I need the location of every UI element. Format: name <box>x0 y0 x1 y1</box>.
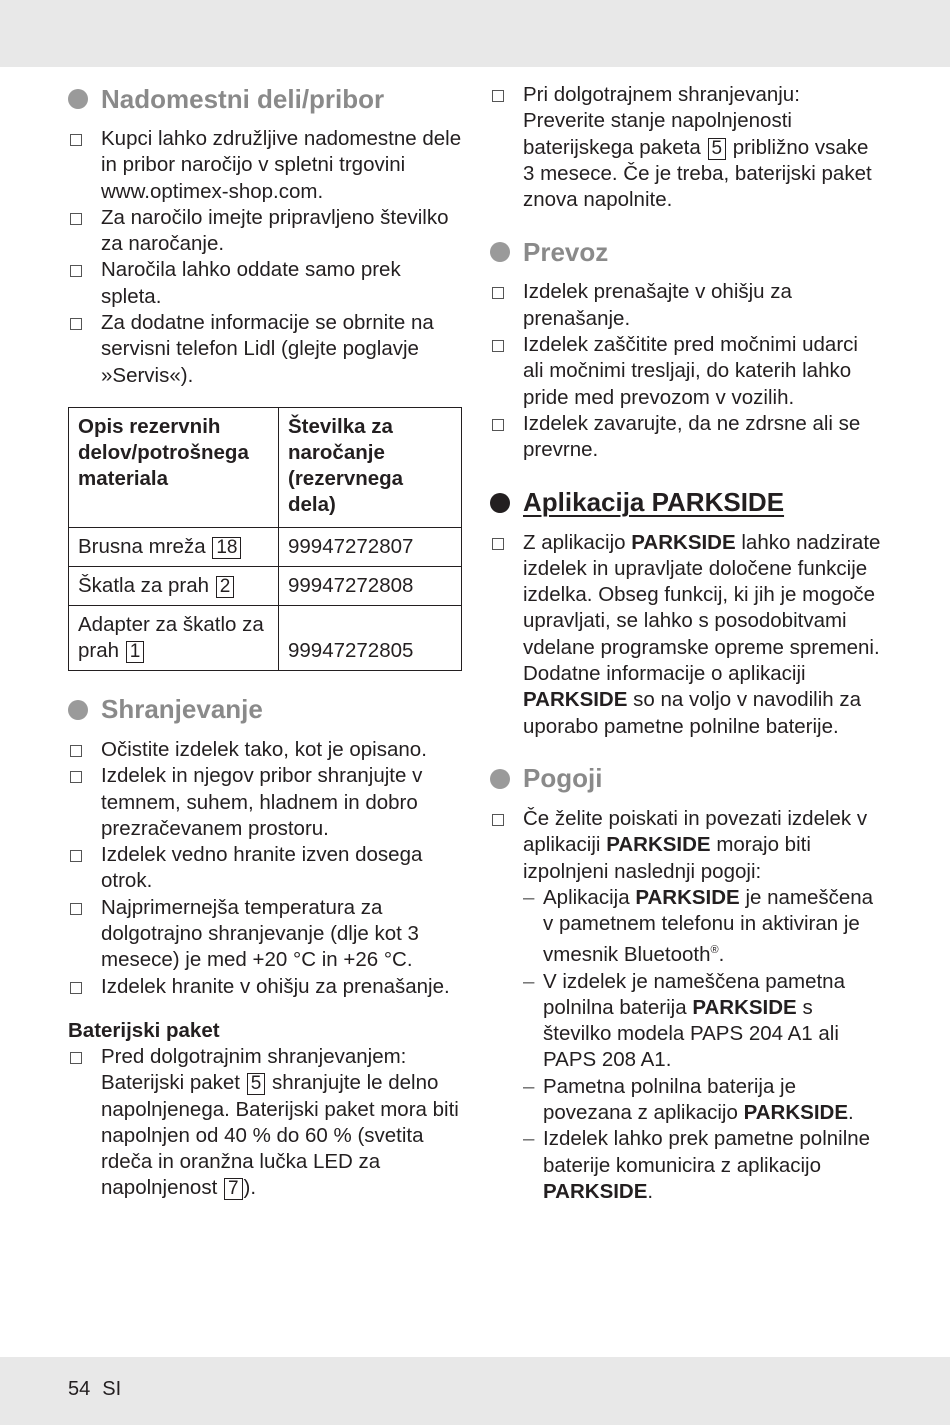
table-row <box>69 605 462 670</box>
section-bullet-icon <box>68 700 88 720</box>
brand-name: PARKSIDE <box>523 688 628 712</box>
section-bullet-icon <box>490 493 510 513</box>
page-footer <box>68 1378 121 1401</box>
section-bullet-icon <box>490 769 510 789</box>
brand-name: PARKSIDE <box>606 833 711 857</box>
list-item: Za dodatne informacije se obrnite na servisni telefon Lidl (glejte poglavje »Servis«). <box>68 310 462 389</box>
checkbox-bullet-icon <box>492 419 504 431</box>
list-item: Z aplikacijo PARKSIDE lahko nadzirate izdelek in upravljate določene funkcije izdelka. Obseg funkcij, ki jih je mogoče upravljati, se lahko s posodobitvami vdelane programske opreme spremeni. Dodatne informacije o aplikaciji PARKSIDE so na voljo v navodilih za uporabo pametne polnilne baterije. <box>490 530 882 740</box>
sub-list-item: – V izdelek je nameščena pametna polnilna baterija PARKSIDE s številko modela PAPS 204 A1 ali PAPS 208 A1. <box>523 969 845 1072</box>
table-cell-order-number: 99947272807 <box>279 527 462 566</box>
checkbox-bullet-icon <box>492 340 504 352</box>
checkbox-bullet-icon <box>70 982 82 994</box>
conditions-heading: Pogoji <box>490 762 882 796</box>
bottom-bar <box>0 1357 950 1425</box>
top-bar <box>0 0 950 67</box>
transport-heading: Prevoz <box>490 235 882 269</box>
checkbox-bullet-icon <box>70 850 82 862</box>
table-header-description: Opis rezervnih delov/potrošnega materiala <box>69 407 279 527</box>
checkbox-bullet-icon <box>492 287 504 299</box>
list-item: Najprimernejša temperatura za dolgotrajno shranjevanje (dlje kot 3 mesece) je med +20 °C in +26 °C. <box>68 895 462 974</box>
list-item: Izdelek vedno hranite izven dosega otrok. <box>68 842 462 895</box>
table-cell-description: Adapter za škatlo za prah 1 <box>69 605 279 670</box>
reference-number: 2 <box>216 576 235 598</box>
list-item: Izdelek zaščitite pred močnimi udarci ali močnimi tresljaji, do katerih lahko pride med prevozom v vozilih. <box>490 332 882 411</box>
language-code: SI <box>102 1378 122 1400</box>
table-cell-order-number: 99947272805 <box>279 605 462 670</box>
checkbox-bullet-icon <box>70 745 82 757</box>
table-row <box>69 527 462 566</box>
list-item: Očistite izdelek tako, kot je opisano. <box>68 737 462 763</box>
brand-name: PARKSIDE <box>743 1101 848 1125</box>
section-bullet-icon <box>68 89 88 109</box>
checkbox-bullet-icon <box>70 265 82 277</box>
checkbox-bullet-icon <box>492 538 504 550</box>
list-item: Izdelek hranite v ohišju za prenašanje. <box>68 974 462 1000</box>
list-item: Izdelek prenašajte v ohišju za prenašanje. <box>490 279 882 332</box>
table-cell-description: Brusna mreža 18 <box>69 527 279 566</box>
checkbox-bullet-icon <box>70 1052 82 1064</box>
table-cell-order-number: 99947272808 <box>279 566 462 605</box>
storage-heading: Shranjevanje <box>68 693 462 727</box>
list-item: Izdelek zavarujte, da ne zdrsne ali se prevrne. <box>490 411 882 464</box>
table-cell-description: Škatla za prah 2 <box>69 566 279 605</box>
sub-list-item: – Aplikacija PARKSIDE je nameščena v pametnem telefonu in aktiviran je vmesnik Bluetooth®. <box>523 885 874 967</box>
spare-parts-heading: Nadomestni deli/pribor <box>68 82 462 116</box>
section-bullet-icon <box>490 242 510 262</box>
sub-list-item: – Pametna polnilna baterija je povezana z aplikacijo PARKSIDE. <box>523 1074 854 1125</box>
reference-number: 18 <box>212 537 241 559</box>
list-item: Za naročilo imejte pripravljeno številko za naročanje. <box>68 205 462 258</box>
list-item: Če želite poiskati in povezati izdelek v aplikaciji PARKSIDE morajo biti izpolnjeni naslednji pogoji: <box>490 806 882 885</box>
checkbox-bullet-icon <box>70 771 82 783</box>
reference-number: 5 <box>708 138 727 160</box>
list-item: Pri dolgotrajnem shranjevanju: Preverite stanje napolnjenosti baterijskega paketa 5 približno vsake 3 mesece. Če je treba, baterijski paket znova napolnite. <box>490 82 882 213</box>
brand-name: PARKSIDE <box>692 995 797 1019</box>
spare-parts-table <box>68 407 462 671</box>
checkbox-bullet-icon <box>492 814 504 826</box>
right-column <box>490 82 882 1205</box>
list-item: Naročila lahko oddate samo prek spleta. <box>68 257 462 310</box>
checkbox-bullet-icon <box>70 318 82 330</box>
brand-name: PARKSIDE <box>631 530 736 554</box>
app-heading: Aplikacija PARKSIDE <box>490 486 882 520</box>
sub-list-item: – Izdelek lahko prek pametne polnilne baterije komunicira z aplikacijo PARKSIDE. <box>523 1127 871 1203</box>
reference-number: 7 <box>224 1178 243 1200</box>
left-column <box>68 82 462 1202</box>
page-number: 54 <box>68 1378 91 1400</box>
list-item: Izdelek in njegov pribor shranjujte v temnem, suhem, hladnem in dobro prezračevanem prostoru. <box>68 763 462 842</box>
list-item: Pred dolgotrajnim shranjevanjem: Baterijski paket 5 shranjujte le delno napolnjenega. Baterijski paket mora biti napolnjen od 40 % do 60 % (svetita rdeča in oranžna lučka LED za napolnjenost 7 ). <box>68 1044 462 1202</box>
list-item: Kupci lahko združljive nadomestne dele in pribor naročijo v spletni trgovini www.optimex-shop.com. <box>68 126 462 205</box>
checkbox-bullet-icon <box>70 213 82 225</box>
table-header-order-number: Številka za naročanje (rezervnega dela) <box>279 407 462 527</box>
brand-name: PARKSIDE <box>635 885 740 909</box>
table-header-row <box>69 407 462 527</box>
reference-number: 1 <box>126 641 145 663</box>
checkbox-bullet-icon <box>492 90 504 102</box>
checkbox-bullet-icon <box>70 134 82 146</box>
battery-pack-subheading: Baterijski paket <box>68 1018 220 1042</box>
reference-number: 5 <box>247 1073 266 1095</box>
brand-name: PARKSIDE <box>543 1179 648 1203</box>
checkbox-bullet-icon <box>70 903 82 915</box>
table-row <box>69 566 462 605</box>
